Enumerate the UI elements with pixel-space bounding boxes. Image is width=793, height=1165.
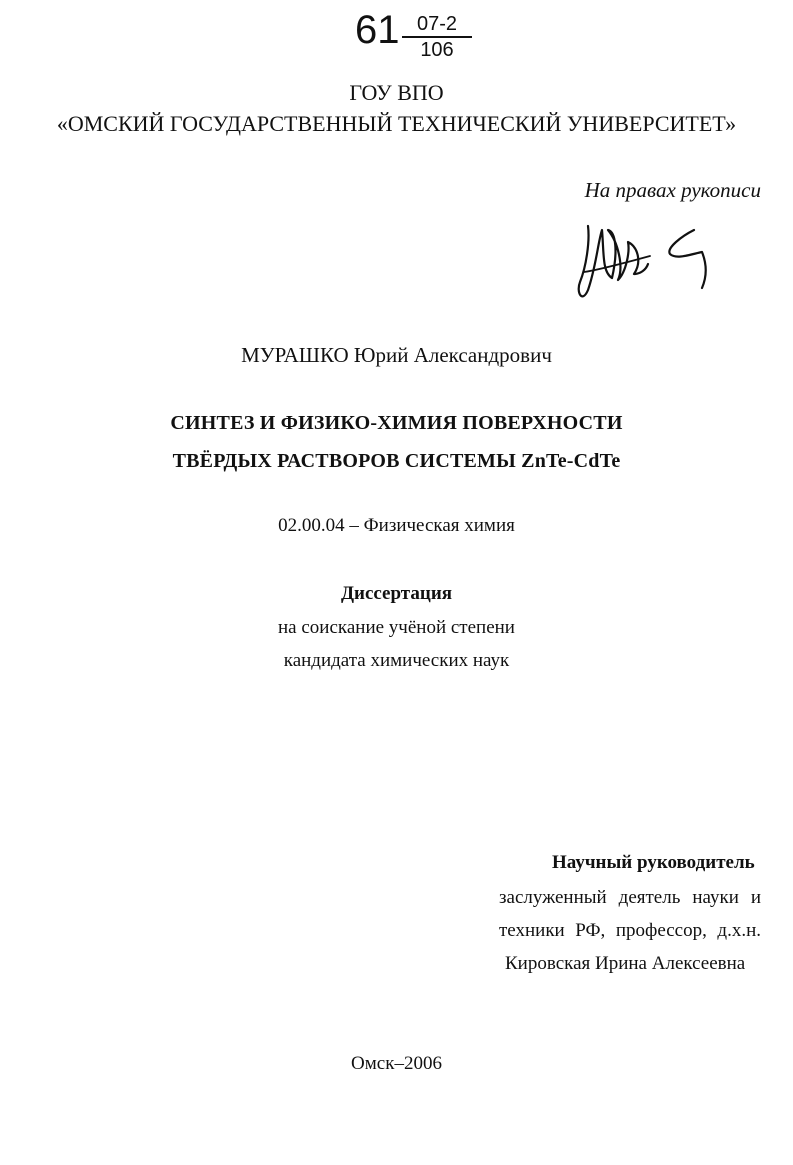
catalog-number-denominator: 106 xyxy=(420,39,454,61)
supervisor-line-1: заслуженный деятель науки и xyxy=(499,887,761,908)
institution-name: «ОМСКИЙ ГОСУДАРСТВЕННЫЙ ТЕХНИЧЕСКИЙ УНИВЕРСИТЕТ» xyxy=(56,111,737,136)
place-year: Омск–2006 xyxy=(351,1053,442,1074)
degree-line-2: кандидата химических наук xyxy=(283,650,510,671)
specialty: 02.00.04 – Физическая химия xyxy=(278,515,515,536)
catalog-number-fraction xyxy=(402,14,472,61)
supervisor-line-2: техники РФ, профессор, д.х.н. xyxy=(499,920,761,941)
catalog-number-numerator: 07-2 xyxy=(416,13,458,35)
supervisor-name: Кировская Ирина Алексеевна xyxy=(505,953,746,974)
rights-note: На правах рукописи xyxy=(584,178,761,202)
dissertation-title-line-2: ТВЁРДЫХ РАСТВОРОВ СИСТЕМЫ ZnTe-CdTe xyxy=(172,450,621,472)
dissertation-title-line-1: СИНТЕЗ И ФИЗИКО-ХИМИЯ ПОВЕРХНОСТИ xyxy=(170,412,623,434)
catalog-number-main: 61 xyxy=(355,8,400,52)
dissertation-label: Диссертация xyxy=(340,583,453,604)
supervisor-label: Научный руководитель xyxy=(552,852,755,873)
author-name xyxy=(0,343,793,368)
institution-type: ГОУ ВПО xyxy=(349,80,444,105)
handwritten-signature xyxy=(568,212,728,312)
author-surname: МУРАШКО xyxy=(241,343,349,367)
author-given-names: Юрий Александрович xyxy=(353,343,552,367)
degree-line-1: на соискание учёной степени xyxy=(278,617,515,638)
